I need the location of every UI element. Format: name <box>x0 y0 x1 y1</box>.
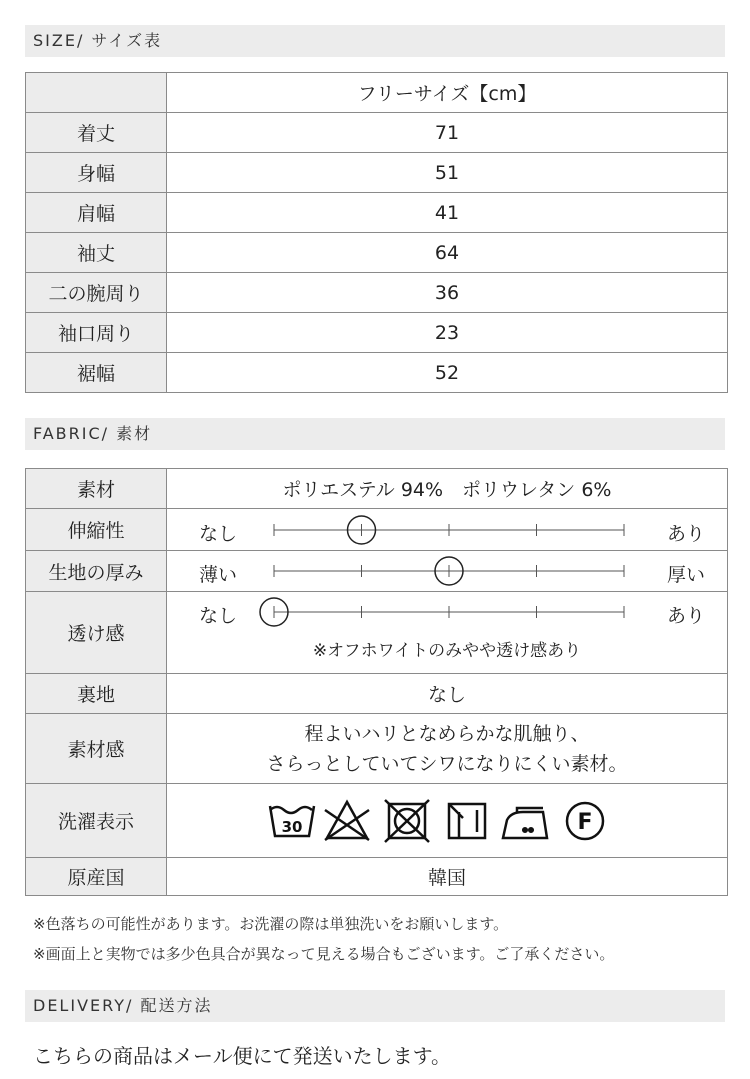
sheer-scale <box>167 592 727 632</box>
size-section-title: SIZE/ サイズ表 <box>25 25 725 57</box>
table-row <box>26 858 728 896</box>
table-row <box>26 509 728 551</box>
table-row <box>26 551 728 592</box>
table-row <box>26 113 728 153</box>
table-row <box>26 714 728 784</box>
stretch-left-label: なし <box>199 522 238 545</box>
stretch-right-label: あり <box>666 522 705 545</box>
size-value: 71 <box>167 113 728 153</box>
table-row <box>26 313 728 353</box>
fabric-table <box>25 468 728 896</box>
table-row <box>26 469 728 509</box>
wash-temp-text: 30 <box>281 817 303 836</box>
line-dry-shade-icon <box>449 804 485 838</box>
size-label: 袖丈 <box>26 233 167 273</box>
texture-line2: さらっとしていてシワになりにくい素材。 <box>266 752 628 775</box>
lining-label: 裏地 <box>26 674 167 714</box>
size-value: 51 <box>167 153 728 193</box>
origin-value: 韓国 <box>167 858 728 896</box>
table-row <box>26 784 728 858</box>
size-value: 52 <box>167 353 728 393</box>
table-row <box>26 193 728 233</box>
size-label: 着丈 <box>26 113 167 153</box>
iron-low-icon <box>503 808 547 838</box>
table-row <box>26 353 728 393</box>
table-row <box>26 592 728 674</box>
no-bleach-icon <box>325 802 369 840</box>
no-tumble-dry-icon <box>385 800 429 842</box>
note-colorfade: ※色落ちの可能性があります。お洗濯の際は単独洗いをお願いします。 <box>33 915 509 933</box>
care-label: 洗濯表示 <box>26 784 167 858</box>
size-value: 41 <box>167 193 728 233</box>
sheer-label: 透け感 <box>26 592 167 674</box>
size-value: 36 <box>167 273 728 313</box>
thickness-right-label: 厚い <box>666 564 705 586</box>
lining-value: なし <box>167 674 728 714</box>
table-row <box>26 233 728 273</box>
sheer-left-label: なし <box>199 605 238 627</box>
wash-30-icon <box>270 806 314 836</box>
size-label: 裾幅 <box>26 353 167 393</box>
texture-line1: 程よいハリとなめらかな肌触り、 <box>304 722 590 745</box>
size-label: 二の腕周り <box>26 273 167 313</box>
origin-label: 原産国 <box>26 858 167 896</box>
size-header: フリーサイズ【cm】 <box>167 73 728 113</box>
table-row <box>26 273 728 313</box>
thickness-scale <box>167 551 727 591</box>
thickness-left-label: 薄い <box>199 564 238 586</box>
stretch-scale-graphic <box>167 510 727 550</box>
size-value: 64 <box>167 233 728 273</box>
delivery-text: こちらの商品はメール便にて発送いたします。 <box>33 1044 451 1068</box>
table-row <box>26 153 728 193</box>
care-icons-graphic <box>267 796 627 846</box>
table-row <box>26 674 728 714</box>
size-label: 身幅 <box>26 153 167 193</box>
size-label: 袖口周り <box>26 313 167 353</box>
size-label: 肩幅 <box>26 193 167 233</box>
sheer-right-label: あり <box>666 605 705 627</box>
texture-label: 素材感 <box>26 714 167 784</box>
material-value: ポリエステル 94% ポリウレタン 6% <box>167 469 728 509</box>
thickness-label: 生地の厚み <box>26 551 167 592</box>
note-color-difference: ※画面上と実物では多少色具合が異なって見える場合もございます。ご了承ください。 <box>33 945 615 963</box>
thickness-scale-graphic <box>167 551 727 591</box>
delivery-section-title: DELIVERY/ 配送方法 <box>25 990 725 1022</box>
dry-clean-letter: F <box>577 809 593 835</box>
dry-clean-f-icon <box>567 803 603 839</box>
fabric-section-title: FABRIC/ 素材 <box>25 418 725 450</box>
stretch-label: 伸縮性 <box>26 509 167 551</box>
size-table <box>25 72 728 393</box>
stretch-scale <box>167 510 727 550</box>
size-value: 23 <box>167 313 728 353</box>
sheer-scale-graphic <box>167 592 727 632</box>
material-label: 素材 <box>26 469 167 509</box>
size-header-empty <box>26 73 167 113</box>
care-icons <box>167 784 728 858</box>
sheer-note: ※オフホワイトのみやや透け感あり <box>312 641 582 661</box>
